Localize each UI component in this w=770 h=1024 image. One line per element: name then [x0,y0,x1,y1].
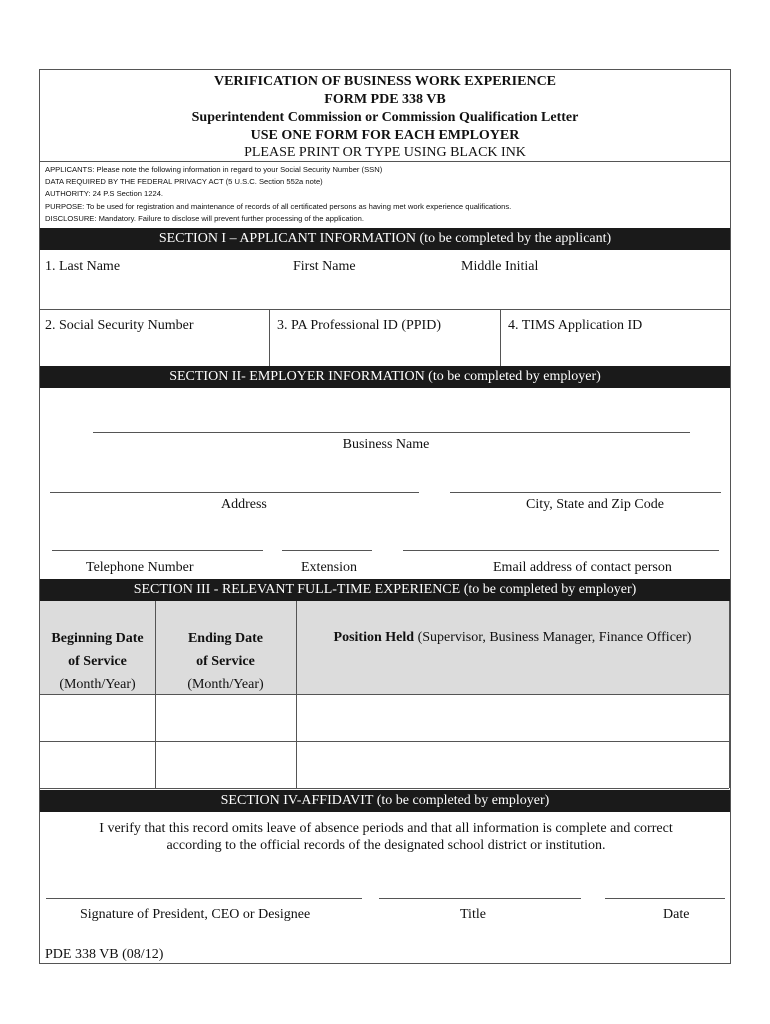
pde-338-vb-form [39,69,731,964]
form-title: VERIFICATION OF BUSINESS WORK EXPERIENCE [213,74,557,89]
signature-label: Signature of President, CEO or Designee [80,907,311,922]
position-held-examples: (Supervisor, Business Manager, Finance Officer) [414,630,692,645]
telephone-line[interactable] [52,550,263,551]
ppid-tims-divider [500,309,501,366]
city-state-zip-label: City, State and Zip Code [526,497,664,512]
extension-line[interactable] [282,550,372,551]
note-disclosure: DISCLOSURE: Mandatory. Failure to disclose will prevent further processing of the application. [45,214,364,223]
middle-initial-label: Middle Initial [461,259,539,274]
section-1-header: SECTION I – APPLICANT INFORMATION (to be completed by the applicant) [40,228,730,250]
table-bottom-line [40,788,729,789]
date-label: Date [663,907,690,922]
note-applicants: APPLICANTS: Please note the following information in regard to your Social Security Number (SSN) [45,165,383,174]
instruction-black-ink: PLEASE PRINT OR TYPE USING BLACK INK [244,145,526,160]
form-id: FORM PDE 338 VB [324,92,446,107]
last-name-label: 1. Last Name [45,259,121,274]
ssn-label: 2. Social Security Number [45,318,194,333]
ending-date-line2: of Service [196,654,255,669]
title-label: Title [460,907,486,922]
address-line[interactable] [50,492,419,493]
first-name-label: First Name [293,259,356,274]
email-line[interactable] [403,550,719,551]
tims-label: 4. TIMS Application ID [508,318,643,333]
ppid-label: 3. PA Professional ID (PPID) [277,318,441,333]
ssn-ppid-divider [269,309,270,366]
beginning-date-header [40,627,155,696]
section-4-header: SECTION IV-AFFIDAVIT (to be completed by employer) [40,790,730,812]
note-purpose: PURPOSE: To be used for registration and maintenance of records of all certificated persons as having met work experience qualifications. [45,202,512,211]
title-line[interactable] [379,898,581,899]
extension-label: Extension [301,560,357,575]
beginning-date-line1: Beginning Date [51,631,144,646]
position-held-header [296,629,729,647]
business-name-line[interactable] [93,432,690,433]
instruction-one-form: USE ONE FORM FOR EACH EMPLOYER [250,128,520,143]
position-held-bold: Position Held [333,630,415,645]
table-row-divider [40,741,729,742]
telephone-label: Telephone Number [86,560,194,575]
table-header-divider [40,694,729,695]
ending-date-line1: Ending Date [187,631,264,646]
address-label: Address [221,497,267,512]
table-right-edge [729,601,730,788]
beginning-date-line2: of Service [68,654,127,669]
ending-date-line3: (Month/Year) [187,677,264,692]
note-privacy-act: DATA REQUIRED BY THE FEDERAL PRIVACY ACT (5 U.S.C. Section 552a note) [45,177,323,186]
beginning-date-line3: (Month/Year) [59,677,136,692]
section-2-header: SECTION II- EMPLOYER INFORMATION (to be completed by employer) [40,366,730,388]
ending-date-header [155,627,296,696]
header-divider [40,161,730,162]
form-code: PDE 338 VB (08/12) [45,947,164,962]
date-line[interactable] [605,898,725,899]
affidavit-line2: according to the official records of the designated school district or institution. [166,838,606,853]
email-label: Email address of contact person [493,560,672,575]
affidavit-line1: I verify that this record omits leave of absence periods and that all information is complete and correct [99,821,673,836]
signature-line[interactable] [46,898,362,899]
business-name-label: Business Name [342,437,430,452]
note-authority: AUTHORITY: 24 P.S Section 1224. [45,189,164,198]
city-state-zip-line[interactable] [450,492,721,493]
section-3-header: SECTION III - RELEVANT FULL-TIME EXPERIENCE (to be completed by employer) [40,579,730,601]
form-subtitle: Superintendent Commission or Commission Qualification Letter [191,110,579,125]
name-row-divider [40,309,730,310]
